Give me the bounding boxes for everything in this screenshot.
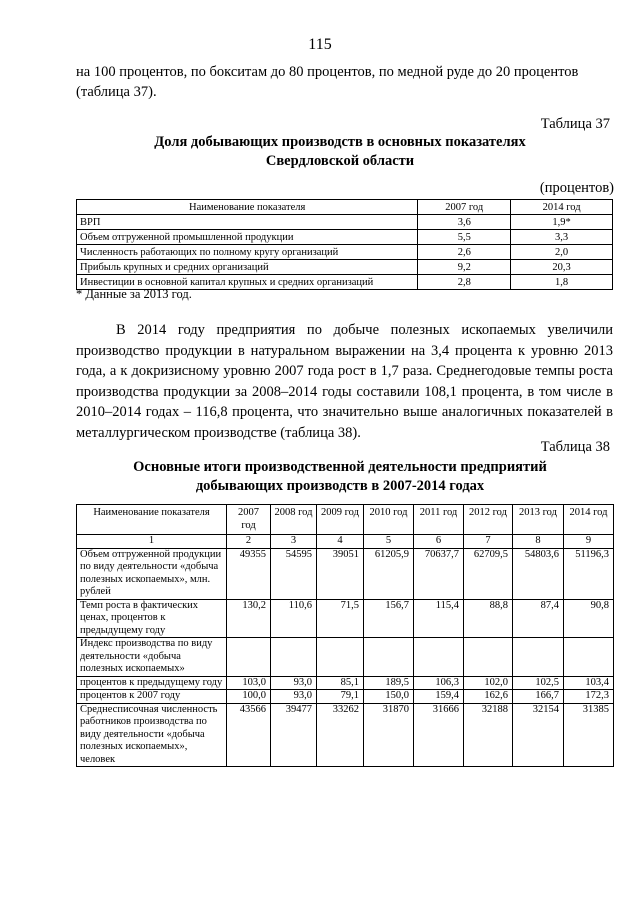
table38-cell: 31666: [414, 703, 464, 767]
table37-cell: 3,3: [511, 230, 613, 245]
table38-header-cell: 2007 год: [227, 505, 271, 535]
table37-header-cell: 2014 год: [511, 200, 613, 215]
table38-colnum-cell: 5: [364, 535, 414, 549]
table38-cell: 31870: [364, 703, 414, 767]
table38-cell: 103,4: [564, 676, 614, 690]
table37-cell: Численность работающих по полному кругу организаций: [77, 245, 418, 260]
table37-header-cell: Наименование показателя: [77, 200, 418, 215]
table37-cell: 9,2: [418, 260, 511, 275]
main-paragraph: [76, 320, 613, 443]
table-row: [77, 260, 613, 275]
table38-cell: 102,5: [513, 676, 564, 690]
table38-cell: 110,6: [271, 599, 317, 638]
table38-cell: 93,0: [271, 690, 317, 704]
table38-cell: 85,1: [317, 676, 364, 690]
table38-cell: 103,0: [227, 676, 271, 690]
table38-cell: 79,1: [317, 690, 364, 704]
table38-cell: [564, 638, 614, 677]
table38-cell: 31385: [564, 703, 614, 767]
table38-cell: [364, 638, 414, 677]
table38-header-row: [77, 505, 614, 535]
table-row: [77, 703, 614, 767]
table38-cell: 43566: [227, 703, 271, 767]
table37-title-line2: Свердловской области: [265, 153, 415, 169]
table38-colnum-cell: 9: [564, 535, 614, 549]
table37-cell: 3,6: [418, 215, 511, 230]
table38-cell: [414, 638, 464, 677]
table37-cell: Инвестиции в основной капитал крупных и средних организаций: [77, 275, 418, 290]
table-row: [77, 676, 614, 690]
table37: [76, 199, 613, 290]
table38-cell: 159,4: [414, 690, 464, 704]
table-row: [77, 230, 613, 245]
table38-colnum-row: [77, 535, 614, 549]
table38-cell: 39477: [271, 703, 317, 767]
table38-colnum-cell: 2: [227, 535, 271, 549]
table38-cell: 90,8: [564, 599, 614, 638]
table38-colnum-cell: 7: [464, 535, 513, 549]
table38-cell: 54595: [271, 548, 317, 599]
table37-title-line1: Доля добывающих производств в основных показателях: [154, 134, 526, 150]
table38-cell: 156,7: [364, 599, 414, 638]
table37-cell: 1,9*: [511, 215, 613, 230]
table38-cell: 70637,7: [414, 548, 464, 599]
table38-label: Таблица 38: [540, 439, 610, 455]
table38-cell: 102,0: [464, 676, 513, 690]
table38-label-cell: процентов к предыдущему году: [77, 676, 227, 690]
table38-cell: 51196,3: [564, 548, 614, 599]
table38-title-line1: Основные итоги производственной деятельности предприятий: [133, 459, 547, 475]
table38-header-cell: 2009 год: [317, 505, 364, 535]
table38-cell: 106,3: [414, 676, 464, 690]
table38-header-cell: 2013 год: [513, 505, 564, 535]
table37-cell: 1,8: [511, 275, 613, 290]
table37-cell: 5,5: [418, 230, 511, 245]
table38-cell: 33262: [317, 703, 364, 767]
table38-cell: 189,5: [364, 676, 414, 690]
table-row: [77, 690, 614, 704]
table38-header-cell: 2010 год: [364, 505, 414, 535]
table38-cell: [227, 638, 271, 677]
table38-label-cell: Среднесписочная численность работников производства по виду деятельности «добыча полезных ископаемых», человек: [77, 703, 227, 767]
table37-cell: Объем отгруженной промышленной продукции: [77, 230, 418, 245]
table-row: [77, 548, 614, 599]
table37-header-cell: 2007 год: [418, 200, 511, 215]
page-number: 115: [308, 36, 332, 53]
table38-header-cell: 2011 год: [414, 505, 464, 535]
table38-colnum-cell: 3: [271, 535, 317, 549]
table38-cell: 166,7: [513, 690, 564, 704]
table38-cell: 71,5: [317, 599, 364, 638]
table38-colnum-cell: 8: [513, 535, 564, 549]
table38-cell: 93,0: [271, 676, 317, 690]
table-row: [77, 599, 614, 638]
table37-cell: 2,0: [511, 245, 613, 260]
table38-cell: 62709,5: [464, 548, 513, 599]
intro-paragraph: на 100 процентов, по бокситам до 80 процентов, по медной руде до 20 процентов (таблица 37).: [76, 64, 579, 100]
table38-cell: [464, 638, 513, 677]
table38-cell: [271, 638, 317, 677]
table37-cell: 2,8: [418, 275, 511, 290]
table38-cell: 130,2: [227, 599, 271, 638]
table37-label: Таблица 37: [540, 116, 610, 132]
table37-cell: 2,6: [418, 245, 511, 260]
table38-cell: 54803,6: [513, 548, 564, 599]
table38-cell: 150,0: [364, 690, 414, 704]
main-paragraph-text: В 2014 году предприятия по добыче полезных ископаемых увеличили производство продукции в натуральном выражении на 3,4 процента к уровню 2013 года, а к докризисному уровню 2007 года рост в 1,7 раза. Среднегодовые темпы роста производства продукции за 2008–2014 годы составили 108,1 процента, в том числе в 2010–2014 годах – 116,8 процента, что значительно выше аналогичных показателей в металлургическом производстве (таблица 38).: [76, 322, 613, 441]
table38-label-cell: Объем отгруженной продукции по виду деятельности «добыча полезных ископаемых», млн. рублей: [77, 548, 227, 599]
table38-header-cell: Наименование показателя: [77, 505, 227, 535]
table37-footnote: * Данные за 2013 год.: [76, 287, 192, 301]
table38-cell: 49355: [227, 548, 271, 599]
table-row: [77, 638, 614, 677]
table38-colnum-cell: 1: [77, 535, 227, 549]
table-row: [77, 245, 613, 260]
table38-cell: 32188: [464, 703, 513, 767]
table37-units: (процентов): [539, 180, 614, 196]
table38-colnum-cell: 6: [414, 535, 464, 549]
table38-header-cell: 2012 год: [464, 505, 513, 535]
table38-cell: 88,8: [464, 599, 513, 638]
table38-label-cell: Темп роста в фактических ценах, процентов к предыдущему году: [77, 599, 227, 638]
table38-title-line2: добывающих производств в 2007-2014 годах: [195, 478, 485, 494]
table38-cell: 100,0: [227, 690, 271, 704]
table-row: [77, 215, 613, 230]
table38-cell: 162,6: [464, 690, 513, 704]
table38-header-cell: 2014 год: [564, 505, 614, 535]
table38-cell: [513, 638, 564, 677]
table38-cell: 172,3: [564, 690, 614, 704]
table38-cell: [317, 638, 364, 677]
table38-header-cell: 2008 год: [271, 505, 317, 535]
table37-cell: 20,3: [511, 260, 613, 275]
table38-label-cell: Индекс производства по виду деятельности «добыча полезных ископаемых»: [77, 638, 227, 677]
table38-cell: 32154: [513, 703, 564, 767]
table38-colnum-cell: 4: [317, 535, 364, 549]
table38-cell: 87,4: [513, 599, 564, 638]
table38-cell: 39051: [317, 548, 364, 599]
table38: [76, 504, 614, 767]
table38-cell: 61205,9: [364, 548, 414, 599]
table37-cell: ВРП: [77, 215, 418, 230]
table37-header-row: [77, 200, 613, 215]
table38-label-cell: процентов к 2007 году: [77, 690, 227, 704]
table37-cell: Прибыль крупных и средних организаций: [77, 260, 418, 275]
table38-cell: 115,4: [414, 599, 464, 638]
